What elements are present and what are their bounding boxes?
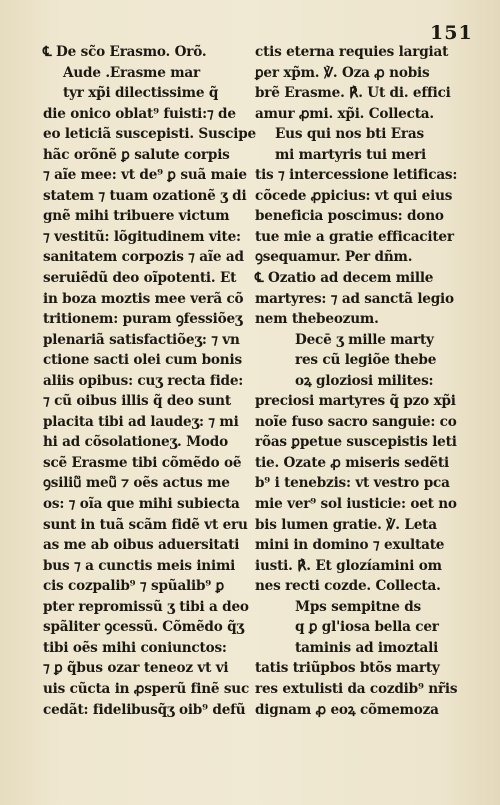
- text-line: beneficia poscimus: dono: [255, 208, 444, 225]
- text-line: iusti. ℟. Et glozíamini om: [255, 557, 442, 574]
- text-line: nes recti cozde. Collecta.: [255, 578, 441, 595]
- text-line: noĩe fuso sacro sanguie: co: [255, 413, 457, 430]
- text-line: ⁊ aĩe mee: vt de⁹ ꝑ suã maie: [43, 167, 247, 184]
- text-line: Mps sempitne ds: [295, 598, 421, 615]
- text-line: plenariã satisfactiõeʒ: ⁊ vn: [43, 331, 240, 348]
- right-column: [255, 42, 477, 720]
- text-line: statem ⁊ tuam ozationẽ ʒ di: [43, 187, 247, 204]
- text-line: hãc orõnẽ ꝑ salute corpis: [43, 146, 230, 163]
- text-line: tritionem: puram ꝯfessiõeʒ: [43, 311, 243, 328]
- text-line: gnẽ mihi tribuere victum: [43, 208, 230, 225]
- text-line: brẽ Erasme. ℟. Ut di. effici: [255, 85, 451, 102]
- text-line: os: ⁊ oĩa que mihi subiecta: [43, 496, 240, 513]
- text-line: tue mie a gratie efficaciter: [255, 228, 454, 245]
- text-line: Eus qui nos bti Eras: [275, 126, 424, 143]
- text-line: mini in domino ⁊ exultate: [255, 537, 445, 554]
- text-line: spãliter ꝯcessũ. Cõmẽdo q̃ʒ: [43, 619, 244, 636]
- text-line: sanitatem corpozis ⁊ aĩe ad: [43, 249, 244, 266]
- text-line: tatis triũpbos btõs marty: [255, 660, 440, 677]
- text-line: ⁊ ꝑ q̃bus ozar teneoz vt vi: [43, 660, 229, 677]
- text-line: uis cũcta in ꝓsperũ finẽ suc: [43, 680, 250, 697]
- text-line: hi ad cõsolationeʒ. Modo: [43, 434, 228, 451]
- text-line: mie ver⁹ sol iusticie: oet no: [255, 496, 457, 513]
- text-line: sunt in tuã scãm fidẽ vt eru: [43, 516, 248, 533]
- text-line: bis lumen gratie. ℣. Leta: [255, 516, 437, 533]
- text-line: tie. Ozate ꝓ miseris sedẽti: [255, 454, 449, 471]
- text-line: seruiẽdũ deo oĩpotenti. Et: [43, 270, 237, 287]
- text-line: ℄ Ozatio ad decem mille: [255, 270, 434, 287]
- text-line: ⁊ cũ oibus illis q̃ deo sunt: [43, 393, 231, 410]
- text-line: oꝝ gloziosi milites:: [295, 372, 434, 389]
- text-line: as me ab oibus aduersitati: [43, 537, 240, 554]
- text-line: mi martyris tui meri: [275, 146, 426, 163]
- text-line: aliis opibus: cuʒ recta fide:: [43, 372, 244, 389]
- text-line: ctis eterna requies largiat: [255, 44, 449, 60]
- text-line: dignam ꝓ eoꝝ cõmemoza: [255, 701, 439, 718]
- text-line: preciosi martyres q̃ pzo xp̃i: [255, 393, 456, 410]
- text-line: Decē ʒ mille marty: [295, 331, 434, 348]
- text-line: ꝯsequamur. Per dñm.: [255, 249, 413, 266]
- text-line: ꝯsiliu᷑ meu᷑ ⁊ oẽs actus me: [43, 475, 230, 492]
- text-line: res cũ legiõe thebe: [295, 352, 437, 369]
- text-line: nem thebeozum.: [255, 311, 379, 328]
- text-line: Aude .Erasme mar: [63, 64, 200, 81]
- text-line: pter repromissũ ʒ tibi a deo: [43, 598, 249, 615]
- left-column: [43, 42, 258, 720]
- folio-number: 151: [430, 22, 473, 44]
- text-line: eo leticiã suscepisti. Suscipe: [43, 126, 256, 143]
- text-line: die onico oblat⁹ fuisti:⁊ de: [43, 105, 236, 122]
- text-line: tis ⁊ intercessione letificas:: [255, 167, 458, 184]
- text-line: cis cozpalib⁹ ⁊ spũalib⁹ ꝑ: [43, 578, 225, 595]
- text-line: ctione sacti olei cum bonis: [43, 352, 242, 369]
- text-line: martyres: ⁊ ad sanctã legio: [255, 290, 454, 307]
- text-line: cedãt: fidelibusq̃ʒ oib⁹ defũ: [43, 701, 246, 718]
- text-line: ꝑer xp̃m. ℣. Oza ꝓ nobis: [255, 64, 430, 81]
- text-line: in boza moztis mee verã cõ: [43, 290, 244, 307]
- text-line: bus ⁊ a cunctis meis inimi: [43, 557, 236, 574]
- text-line: placita tibi ad laudeʒ: ⁊ mi: [43, 413, 239, 430]
- text-line: rõas ꝑpetue suscepistis leti: [255, 434, 457, 451]
- text-line: res extulisti da cozdib⁹ nr̃is: [255, 680, 458, 697]
- text-line: q ꝑ gl'iosa bella cer: [295, 619, 439, 636]
- text-line: taminis ad imoztali: [295, 639, 439, 656]
- text-line: tyr xp̃i dilectissime q̃: [63, 85, 219, 102]
- text-line: tibi oẽs mihi coniunctos:: [43, 639, 227, 656]
- text-line: amur ꝓmi. xp̃i. Collecta.: [255, 105, 434, 122]
- text-line: b⁹ i tenebzis: vt vestro pca: [255, 475, 450, 492]
- text-line: ℄ De sc̃o Erasmo. Orõ.: [43, 44, 207, 60]
- text-line: scẽ Erasme tibi cõmẽdo oẽ: [43, 454, 242, 471]
- text-line: ⁊ vestitũ: lõgitudinem vite:: [43, 228, 241, 245]
- text-line: cõcede ꝓpicius: vt qui eius: [255, 187, 453, 204]
